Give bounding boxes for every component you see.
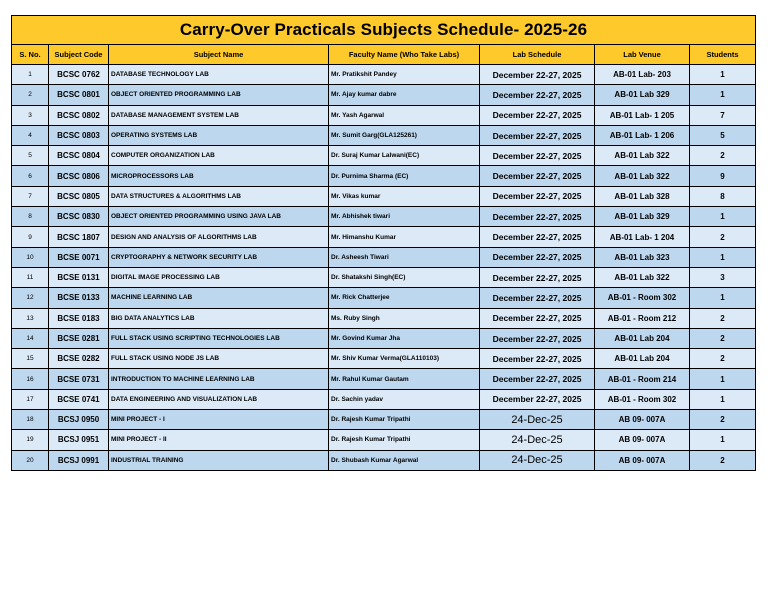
cell-students: 3 <box>690 267 756 287</box>
cell-lab-venue: AB-01 Lab 322 <box>595 146 690 166</box>
cell-lab-venue: AB-01 Lab 322 <box>595 267 690 287</box>
cell-sno: 2 <box>12 85 49 105</box>
cell-faculty-name: Dr. Suraj Kumar Lalwani(EC) <box>329 146 480 166</box>
cell-lab-schedule: December 22-27, 2025 <box>480 65 595 85</box>
cell-lab-venue: AB 09- 007A <box>595 450 690 470</box>
cell-lab-schedule: December 22-27, 2025 <box>480 389 595 409</box>
cell-subject-name: FULL STACK USING SCRIPTING TECHNOLOGIES LAB <box>109 328 329 348</box>
cell-faculty-name: Mr. Yash Agarwal <box>329 105 480 125</box>
cell-lab-schedule: December 22-27, 2025 <box>480 125 595 145</box>
cell-students: 2 <box>690 308 756 328</box>
header-subject-code: Subject Code <box>49 45 109 65</box>
cell-faculty-name: Dr. Sachin yadav <box>329 389 480 409</box>
cell-faculty-name: Mr. Pratikshit Pandey <box>329 65 480 85</box>
cell-sno: 13 <box>12 308 49 328</box>
table-row <box>12 125 756 145</box>
cell-sno: 9 <box>12 227 49 247</box>
cell-students: 1 <box>690 65 756 85</box>
header-lab-schedule: Lab Schedule <box>480 45 595 65</box>
cell-subject-name: DIGITAL IMAGE PROCESSING LAB <box>109 267 329 287</box>
cell-students: 5 <box>690 125 756 145</box>
cell-lab-schedule: December 22-27, 2025 <box>480 166 595 186</box>
cell-faculty-name: Mr. Shiv Kumar Verma(GLA110103) <box>329 349 480 369</box>
cell-faculty-name: Mr. Govind Kumar Jha <box>329 328 480 348</box>
header-sno: S. No. <box>12 45 49 65</box>
header-lab-venue: Lab Venue <box>595 45 690 65</box>
cell-students: 2 <box>690 349 756 369</box>
cell-subject-code: BCSE 0131 <box>49 267 109 287</box>
cell-lab-venue: AB-01 Lab 323 <box>595 247 690 267</box>
cell-sno: 10 <box>12 247 49 267</box>
cell-lab-schedule: December 22-27, 2025 <box>480 227 595 247</box>
cell-subject-name: INDUSTRIAL TRAINING <box>109 450 329 470</box>
cell-students: 2 <box>690 410 756 430</box>
cell-subject-name: DATABASE MANAGEMENT SYSTEM LAB <box>109 105 329 125</box>
table-row <box>12 369 756 389</box>
cell-sno: 6 <box>12 166 49 186</box>
cell-subject-code: BCSC 0806 <box>49 166 109 186</box>
cell-subject-name: DATABASE TECHNOLOGY LAB <box>109 65 329 85</box>
cell-lab-venue: AB-01 Lab 329 <box>595 85 690 105</box>
cell-subject-code: BCSE 0741 <box>49 389 109 409</box>
cell-subject-name: MINI PROJECT - II <box>109 430 329 450</box>
cell-faculty-name: Mr. Abhishek tiwari <box>329 207 480 227</box>
cell-lab-venue: AB-01 Lab- 1 205 <box>595 105 690 125</box>
table-row <box>12 247 756 267</box>
cell-lab-schedule: December 22-27, 2025 <box>480 105 595 125</box>
cell-students: 2 <box>690 328 756 348</box>
cell-students: 2 <box>690 146 756 166</box>
cell-subject-name: CRYPTOGRAPHY & NETWORK SECURITY LAB <box>109 247 329 267</box>
header-subject-name: Subject Name <box>109 45 329 65</box>
cell-sno: 19 <box>12 430 49 450</box>
table-row <box>12 105 756 125</box>
cell-lab-schedule: December 22-27, 2025 <box>480 85 595 105</box>
cell-faculty-name: Mr. Rahul Kumar Gautam <box>329 369 480 389</box>
cell-sno: 17 <box>12 389 49 409</box>
cell-lab-schedule: December 22-27, 2025 <box>480 186 595 206</box>
cell-students: 1 <box>690 389 756 409</box>
cell-lab-venue: AB-01 - Room 302 <box>595 389 690 409</box>
cell-lab-venue: AB-01 Lab 204 <box>595 349 690 369</box>
cell-sno: 1 <box>12 65 49 85</box>
cell-subject-code: BCSE 0282 <box>49 349 109 369</box>
cell-faculty-name: Dr. Shatakshi Singh(EC) <box>329 267 480 287</box>
cell-sno: 8 <box>12 207 49 227</box>
cell-lab-schedule: December 22-27, 2025 <box>480 308 595 328</box>
cell-subject-code: BCSE 0183 <box>49 308 109 328</box>
cell-subject-code: BCSC 0805 <box>49 186 109 206</box>
cell-sno: 16 <box>12 369 49 389</box>
cell-students: 1 <box>690 247 756 267</box>
cell-sno: 14 <box>12 328 49 348</box>
table-row <box>12 146 756 166</box>
cell-faculty-name: Dr. Rajesh Kumar Tripathi <box>329 410 480 430</box>
cell-subject-name: OBJECT ORIENTED PROGRAMMING USING JAVA LAB <box>109 207 329 227</box>
cell-subject-name: OBJECT ORIENTED PROGRAMMING LAB <box>109 85 329 105</box>
cell-faculty-name: Mr. Ajay kumar dabre <box>329 85 480 105</box>
cell-lab-venue: AB-01 Lab 204 <box>595 328 690 348</box>
cell-lab-venue: AB 09- 007A <box>595 430 690 450</box>
cell-subject-code: BCSC 0803 <box>49 125 109 145</box>
cell-faculty-name: Dr. Purnima Sharma (EC) <box>329 166 480 186</box>
cell-students: 1 <box>690 430 756 450</box>
cell-lab-venue: AB-01 Lab- 1 206 <box>595 125 690 145</box>
cell-lab-venue: AB-01 - Room 212 <box>595 308 690 328</box>
cell-lab-schedule: December 22-27, 2025 <box>480 146 595 166</box>
cell-subject-name: INTRODUCTION TO MACHINE LEARNING LAB <box>109 369 329 389</box>
header-students: Students <box>690 45 756 65</box>
table-row <box>12 328 756 348</box>
cell-students: 7 <box>690 105 756 125</box>
cell-subject-code: BCSE 0071 <box>49 247 109 267</box>
cell-subject-code: BCSC 0801 <box>49 85 109 105</box>
cell-faculty-name: Mr. Himanshu Kumar <box>329 227 480 247</box>
cell-subject-code: BCSC 0802 <box>49 105 109 125</box>
cell-faculty-name: Ms. Ruby Singh <box>329 308 480 328</box>
table-row <box>12 85 756 105</box>
table-row <box>12 430 756 450</box>
table-row <box>12 166 756 186</box>
table-row <box>12 207 756 227</box>
cell-lab-schedule: 24-Dec-25 <box>480 410 595 430</box>
cell-sno: 7 <box>12 186 49 206</box>
cell-lab-schedule: December 22-27, 2025 <box>480 369 595 389</box>
cell-lab-venue: AB-01 Lab 328 <box>595 186 690 206</box>
cell-sno: 11 <box>12 267 49 287</box>
table-row <box>12 288 756 308</box>
cell-students: 8 <box>690 186 756 206</box>
cell-subject-code: BCSE 0133 <box>49 288 109 308</box>
cell-lab-schedule: 24-Dec-25 <box>480 430 595 450</box>
cell-subject-code: BCSJ 0950 <box>49 410 109 430</box>
cell-faculty-name: Mr. Rick Chatterjee <box>329 288 480 308</box>
cell-students: 9 <box>690 166 756 186</box>
table-row <box>12 186 756 206</box>
header-faculty-name: Faculty Name (Who Take Labs) <box>329 45 480 65</box>
cell-sno: 5 <box>12 146 49 166</box>
cell-subject-code: BCSJ 0991 <box>49 450 109 470</box>
cell-subject-name: DATA ENGINEERING AND VISUALIZATION LAB <box>109 389 329 409</box>
cell-subject-code: BCSC 1807 <box>49 227 109 247</box>
cell-lab-venue: AB-01 - Room 214 <box>595 369 690 389</box>
cell-faculty-name: Dr. Asheesh Tiwari <box>329 247 480 267</box>
cell-subject-name: OPERATING SYSTEMS LAB <box>109 125 329 145</box>
cell-lab-venue: AB-01 Lab 329 <box>595 207 690 227</box>
cell-subject-code: BCSE 0281 <box>49 328 109 348</box>
table-body <box>12 65 756 471</box>
cell-subject-name: DESIGN AND ANALYSIS OF ALGORITHMS LAB <box>109 227 329 247</box>
cell-faculty-name: Dr. Rajesh Kumar Tripathi <box>329 430 480 450</box>
cell-lab-venue: AB-01 Lab- 203 <box>595 65 690 85</box>
table-row <box>12 308 756 328</box>
cell-faculty-name: Mr. Sumit Garg(GLA125261) <box>329 125 480 145</box>
cell-subject-code: BCSC 0762 <box>49 65 109 85</box>
cell-sno: 4 <box>12 125 49 145</box>
cell-sno: 15 <box>12 349 49 369</box>
cell-subject-code: BCSC 0830 <box>49 207 109 227</box>
cell-students: 2 <box>690 450 756 470</box>
cell-lab-venue: AB-01 Lab- 1 204 <box>595 227 690 247</box>
header-row <box>12 45 756 65</box>
cell-sno: 20 <box>12 450 49 470</box>
cell-lab-schedule: December 22-27, 2025 <box>480 288 595 308</box>
table-row <box>12 450 756 470</box>
cell-students: 1 <box>690 207 756 227</box>
cell-subject-code: BCSJ 0951 <box>49 430 109 450</box>
cell-subject-code: BCSE 0731 <box>49 369 109 389</box>
table-row <box>12 65 756 85</box>
cell-students: 1 <box>690 85 756 105</box>
table-row <box>12 389 756 409</box>
cell-subject-name: FULL STACK USING NODE JS LAB <box>109 349 329 369</box>
page-title: Carry-Over Practicals Subjects Schedule- 2025-26 <box>12 16 756 45</box>
cell-subject-name: MACHINE LEARNING LAB <box>109 288 329 308</box>
cell-students: 1 <box>690 288 756 308</box>
table-row <box>12 227 756 247</box>
cell-students: 2 <box>690 227 756 247</box>
cell-subject-code: BCSC 0804 <box>49 146 109 166</box>
cell-lab-schedule: December 22-27, 2025 <box>480 349 595 369</box>
cell-sno: 12 <box>12 288 49 308</box>
cell-students: 1 <box>690 369 756 389</box>
cell-lab-schedule: December 22-27, 2025 <box>480 207 595 227</box>
cell-lab-schedule: 24-Dec-25 <box>480 450 595 470</box>
cell-faculty-name: Dr. Shubash Kumar Agarwal <box>329 450 480 470</box>
cell-sno: 3 <box>12 105 49 125</box>
cell-lab-schedule: December 22-27, 2025 <box>480 247 595 267</box>
cell-lab-venue: AB-01 - Room 302 <box>595 288 690 308</box>
cell-subject-name: BIG DATA ANALYTICS LAB <box>109 308 329 328</box>
cell-subject-name: MINI PROJECT - I <box>109 410 329 430</box>
cell-lab-venue: AB 09- 007A <box>595 410 690 430</box>
cell-sno: 18 <box>12 410 49 430</box>
cell-faculty-name: Mr. Vikas kumar <box>329 186 480 206</box>
cell-lab-schedule: December 22-27, 2025 <box>480 267 595 287</box>
cell-subject-name: DATA STRUCTURES & ALGORITHMS LAB <box>109 186 329 206</box>
table-row <box>12 349 756 369</box>
cell-subject-name: COMPUTER ORGANIZATION LAB <box>109 146 329 166</box>
cell-lab-schedule: December 22-27, 2025 <box>480 328 595 348</box>
table-row <box>12 267 756 287</box>
schedule-sheet <box>11 15 755 471</box>
table-row <box>12 410 756 430</box>
schedule-table <box>11 15 756 471</box>
cell-lab-venue: AB-01 Lab 322 <box>595 166 690 186</box>
cell-subject-name: MICROPROCESSORS LAB <box>109 166 329 186</box>
